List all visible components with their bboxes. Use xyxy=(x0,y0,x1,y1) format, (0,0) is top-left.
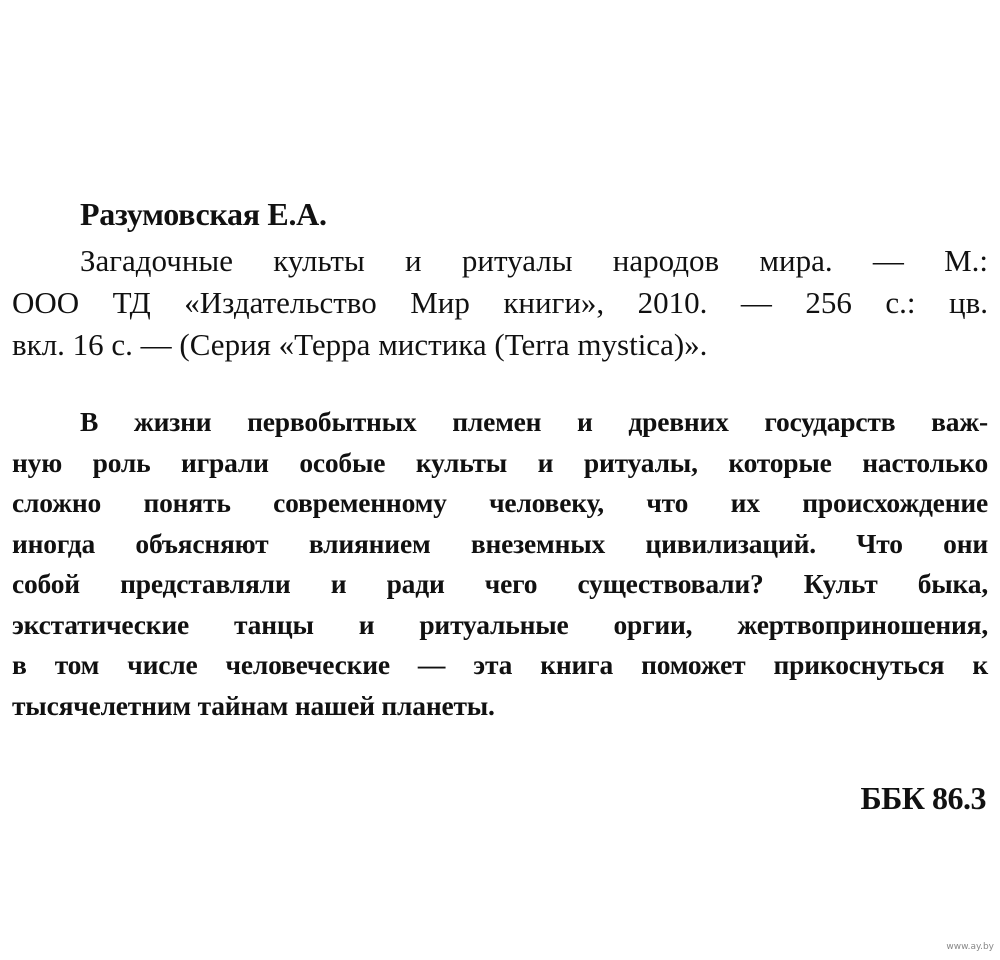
annotation-line-7: в том числе человеческие — эта книга поможет прикоснуться к xyxy=(12,649,988,680)
annotation-line-4: иногда объясняют влиянием внеземных цивилизаций. Что они xyxy=(12,527,988,559)
annotation-paragraph xyxy=(12,402,988,726)
watermark-text: www.ay.by xyxy=(946,942,994,952)
annotation-line-2: ную роль играли особые культы и ритуалы, которые настолько xyxy=(12,446,988,478)
author-heading: Разумовская Е.А. xyxy=(80,196,327,232)
annotation-line-3: сложно понять современному человеку, что их происхождение xyxy=(12,487,988,518)
biblio-line-2: ООО ТД «Издательство Мир книги», 2010. — 256 с.: цв. xyxy=(12,285,988,320)
biblio-line-1: Загадочные культы и ритуалы народов мира. — М.: xyxy=(80,243,988,278)
bbk-classification: ББК 86.3 xyxy=(860,780,986,816)
annotation-line-5: собой представляли и ради чего существовали? Культ быка, xyxy=(12,568,988,599)
annotation-line-8: тысячелетним тайнам нашей планеты. xyxy=(12,689,495,721)
bibliographic-description xyxy=(12,240,988,366)
biblio-line-3: вкл. 16 с. — (Серия «Терра мистика (Terra mystica)». xyxy=(12,327,708,362)
annotation-line-6: экстатические танцы и ритуальные оргии, жертвоприношения, xyxy=(12,608,988,640)
annotation-line-1: В жизни первобытных племен и древних государств важ- xyxy=(80,406,988,437)
